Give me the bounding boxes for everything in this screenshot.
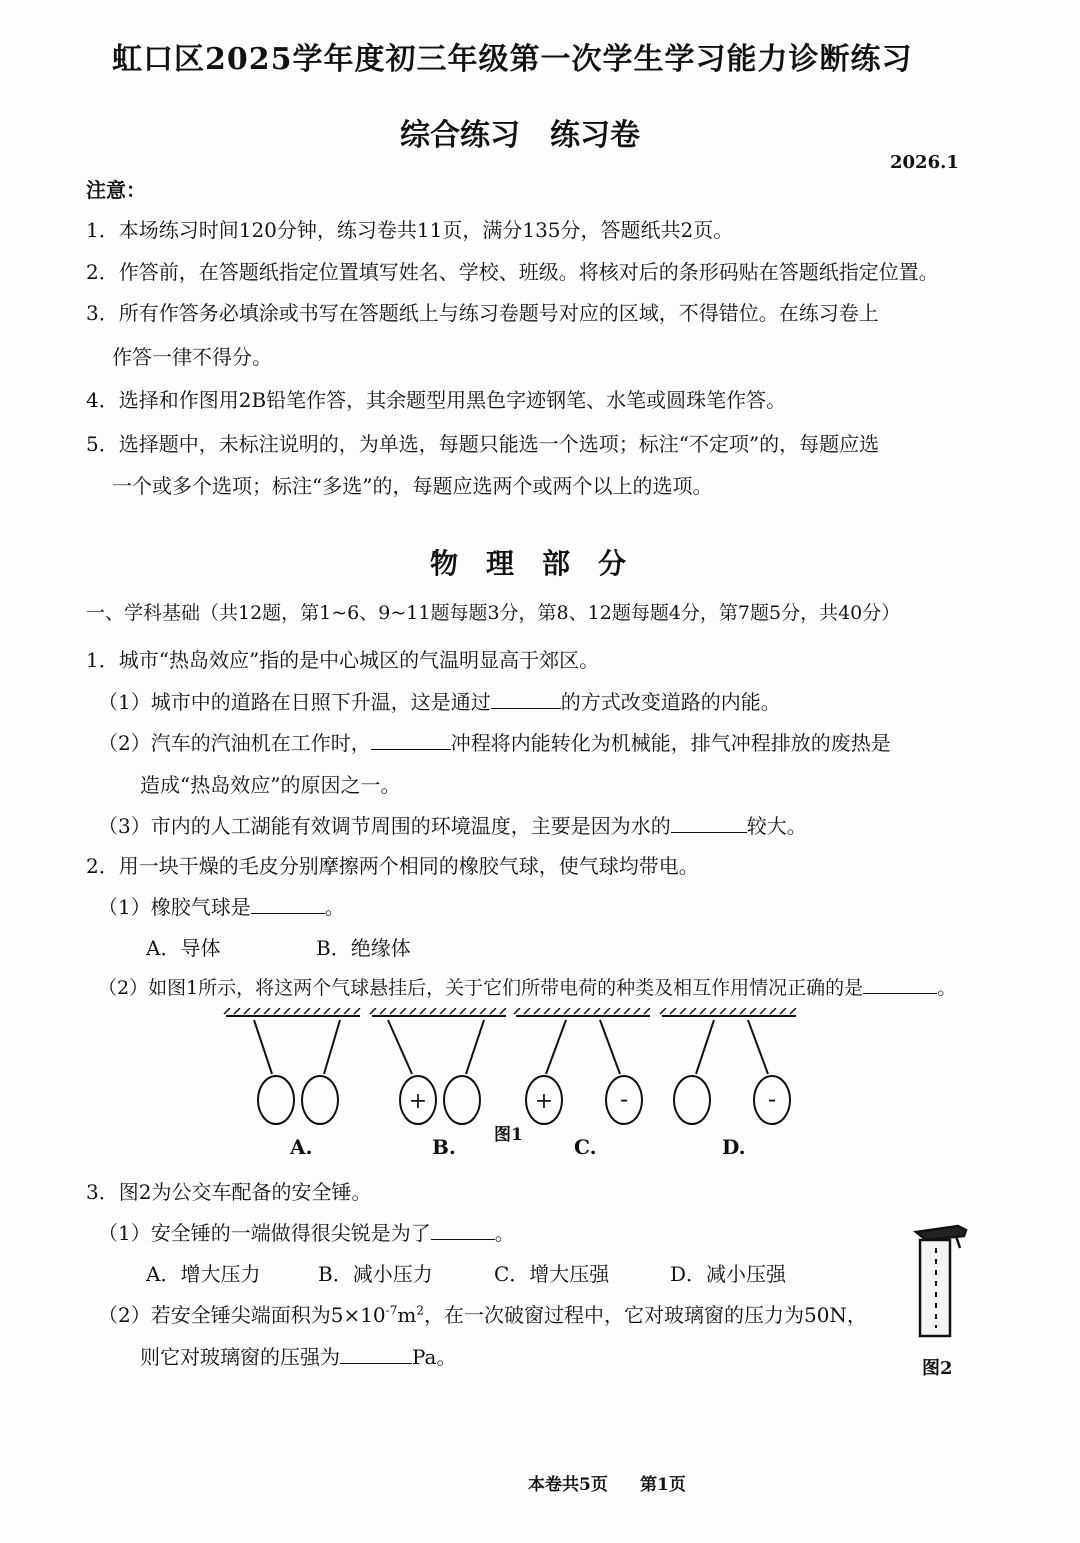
string	[748, 1020, 768, 1074]
balloon-a-left	[258, 1076, 294, 1124]
q1-sub2	[98, 727, 891, 756]
q2-stem: 2．用一块干燥的毛皮分别摩擦两个相同的橡胶气球，使气球均带电。	[86, 854, 699, 878]
q1-sub2-cont: 造成“热岛效应”的原因之一。	[140, 773, 401, 797]
q3-sub1	[98, 1217, 515, 1246]
string	[466, 1020, 484, 1074]
q1-sub1-text-b: 的方式改变道路的内能。	[560, 690, 781, 714]
q2-option-b: B．绝缘体	[316, 936, 411, 960]
fig1-label-b: B.	[432, 1135, 456, 1159]
q3-sub2-text-a: （2）若安全锤尖端面积为5×10	[98, 1303, 386, 1327]
q1-sub3-text-b: 较大。	[746, 814, 807, 838]
charge-minus: -	[619, 1085, 629, 1113]
q1-sub3	[98, 810, 807, 839]
q2-sub2-end: 。	[937, 977, 957, 999]
string	[600, 1020, 620, 1074]
balloon-a-right	[302, 1076, 338, 1124]
note-item-5-cont: 一个或多个选项；标注“多选”的，每题应选两个或两个以上的选项。	[112, 474, 713, 498]
q3-exponent: -7	[385, 1303, 398, 1318]
note-item-5: 5．选择题中，未标注说明的，为单选，每题只能选一个选项；标注“不定项”的，每题应选	[86, 432, 880, 456]
part1-heading: 一、学科基础（共12题，第1~6、9~11题每题3分，第8、12题每题4分，第7题5分，共40分）	[86, 602, 901, 624]
q3-sub2-cont	[140, 1341, 456, 1370]
balloon-b-right	[444, 1076, 480, 1124]
q1-sub1	[98, 686, 781, 715]
q3-sub2-text-d: 则它对玻璃窗的压强为	[140, 1345, 340, 1369]
note-item-3-cont: 作答一律不得分。	[112, 345, 272, 369]
ceiling-a	[224, 1008, 360, 1016]
section-title: 物 理 部 分	[430, 547, 627, 580]
footer-total-pages: 本卷共5页	[528, 1475, 608, 1495]
q1-sub2-text-a: （2）汽车的汽油机在工作时，	[98, 731, 371, 755]
string	[254, 1020, 272, 1074]
q2-sub2-text: （2）如图1所示，将这两个气球悬挂后，关于它们所带电荷的种类及相互作用情况正确的是	[98, 977, 864, 999]
q1-sub2-text-b: 冲程将内能转化为机械能，排气冲程排放的废热是	[450, 731, 891, 755]
string	[546, 1020, 566, 1074]
ceiling-b	[370, 1008, 506, 1016]
q1-sub3-text-a: （3）市内的人工湖能有效调节周围的环境温度，主要是因为水的	[98, 814, 671, 838]
exam-date: 2026.1	[890, 152, 959, 173]
fig2-caption: 图2	[922, 1358, 953, 1379]
ceiling-d	[660, 1008, 796, 1016]
answer-blank[interactable]	[371, 731, 451, 750]
answer-blank[interactable]	[251, 895, 325, 914]
fig1-caption: 图1	[494, 1125, 523, 1145]
note-item-4: 4．选择和作图用2B铅笔作答，其余题型用黑色字迹钢笔、水笔或圆珠笔作答。	[86, 388, 787, 412]
q2-option-a: A．导体	[146, 936, 221, 960]
fig1-label-a: A.	[290, 1135, 313, 1159]
exam-title: 虹口区2025学年度初三年级第一次学生学习能力诊断练习	[112, 42, 913, 77]
q3-stem: 3．图2为公交车配备的安全锤。	[86, 1180, 372, 1204]
q3-option-d: D．减小压强	[670, 1262, 787, 1286]
note-item-3: 3．所有作答务必填涂或书写在答题纸上与练习卷题号对应的区域，不得错位。在练习卷上	[86, 301, 879, 325]
q3-unit-square: 2	[416, 1303, 424, 1318]
answer-blank[interactable]	[431, 1221, 495, 1240]
q3-sub2-text-c: ，在一次破窗过程中，它对玻璃窗的压力为50N，	[423, 1303, 867, 1327]
exam-subtitle: 综合练习 练习卷	[400, 118, 640, 153]
q3-option-b: B．减小压力	[318, 1262, 433, 1286]
q2-sub1-text: （1）橡胶气球是	[98, 895, 251, 919]
q3-sub1-end: 。	[494, 1221, 515, 1245]
string	[696, 1020, 714, 1074]
fig1-label-d: D.	[722, 1135, 746, 1159]
q2-sub1	[98, 891, 345, 920]
q3-sub1-text: （1）安全锤的一端做得很尖锐是为了	[98, 1221, 431, 1245]
safety-hammer-figure	[906, 1218, 976, 1343]
figure-1-balloons	[220, 1008, 810, 1168]
q3-sub2-text-e: Pa。	[412, 1345, 457, 1369]
balloon-d-left	[674, 1076, 710, 1124]
charge-plus: +	[408, 1089, 428, 1114]
q1-sub1-text-a: （1）城市中的道路在日照下升温，这是通过	[98, 690, 491, 714]
fig1-label-c: C.	[574, 1135, 597, 1159]
answer-blank[interactable]	[863, 975, 937, 994]
note-item-2: 2．作答前，在答题纸指定位置填写姓名、学校、班级。将核对后的条形码贴在答题纸指定位置。	[86, 260, 939, 284]
q3-sub2	[98, 1299, 867, 1328]
footer-page-number: 第1页	[640, 1475, 686, 1495]
notes-heading: 注意：	[86, 178, 146, 202]
answer-blank[interactable]	[671, 814, 747, 833]
string	[388, 1020, 412, 1074]
q2-sub1-end: 。	[324, 895, 345, 919]
q3-option-a: A．增大压力	[146, 1262, 261, 1286]
string	[324, 1020, 340, 1074]
q2-sub2	[98, 973, 956, 1000]
note-item-1: 1．本场练习时间120分钟，练习卷共11页，满分135分，答题纸共2页。	[86, 218, 734, 242]
answer-blank[interactable]	[491, 690, 561, 709]
q3-unit: m	[397, 1303, 417, 1327]
q1-stem: 1．城市“热岛效应”指的是中心城区的气温明显高于郊区。	[86, 648, 600, 672]
ceiling-c	[514, 1008, 650, 1016]
charge-plus: +	[534, 1089, 554, 1114]
answer-blank[interactable]	[340, 1345, 412, 1364]
q3-option-c: C．增大压强	[494, 1262, 610, 1286]
charge-minus: -	[767, 1085, 777, 1113]
